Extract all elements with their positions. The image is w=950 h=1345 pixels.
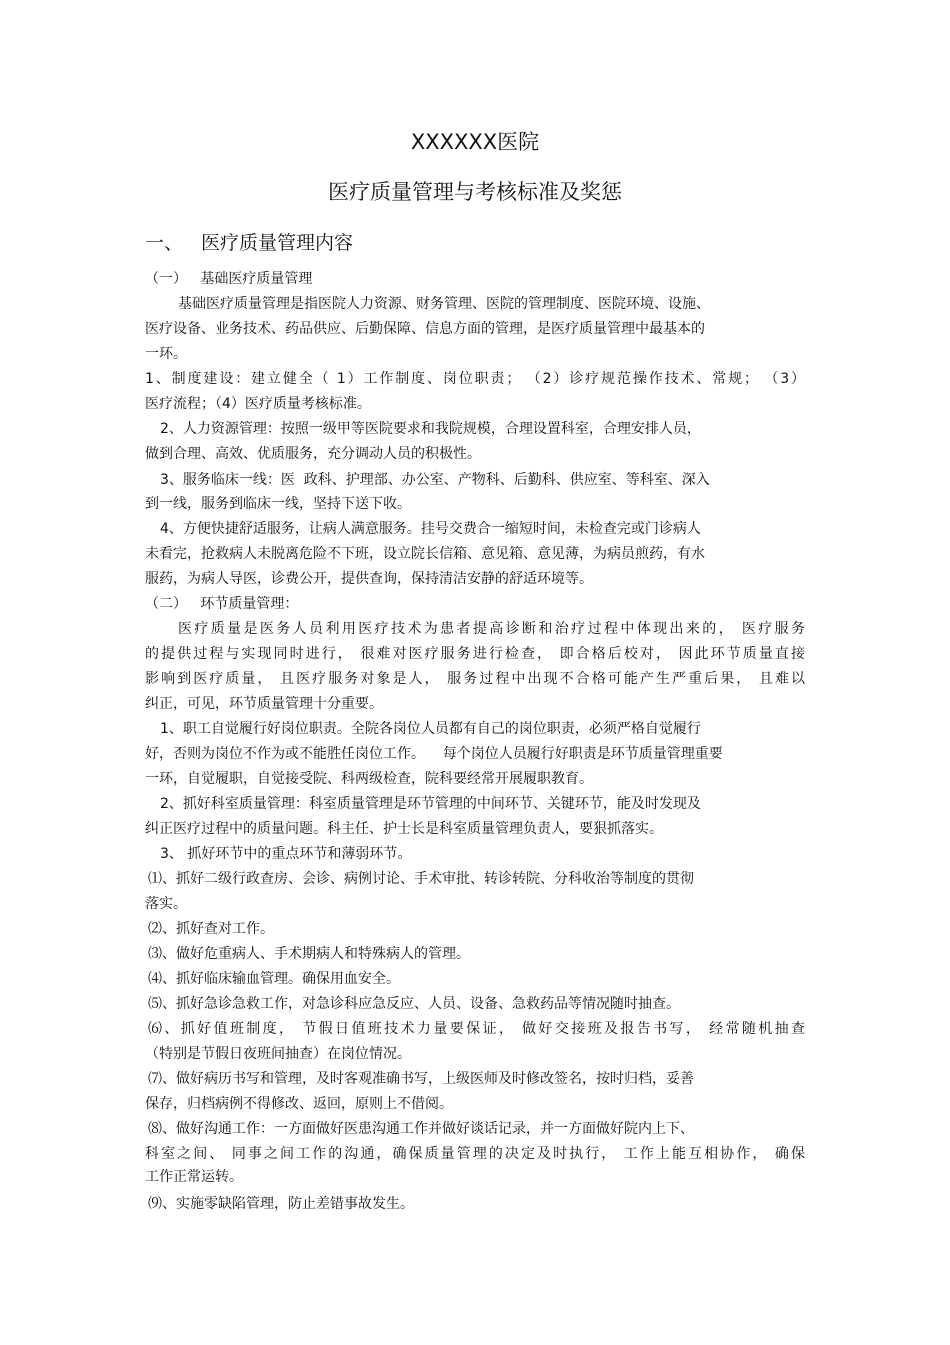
paragraph-line: 到一线，服务到临床一线，坚持下送下收。: [145, 496, 411, 512]
paragraph-line: 3、 抓好环节中的重点环节和薄弱环节。: [160, 846, 412, 862]
paragraph-line: 医疗质量是医务人员利用医疗技术为患者提高诊断和治疗过程中体现出来的， 医疗服务: [178, 621, 805, 637]
paragraph-line: 1、职工自觉履行好岗位职责。全院各岗位人员都有自己的岗位职责，必须严格自觉履行: [160, 721, 701, 737]
paragraph-line: 科室之间、 同事之间工作的沟通，确保质量管理的决定及时执行， 工作上能互相协作， 确保: [145, 1146, 805, 1162]
section-number: 一、: [145, 232, 184, 254]
paragraph-line: 影响到医疗质量， 且医疗服务对象是人， 服务过程中出现不合格可能产生严重后果， 且难以: [145, 671, 805, 687]
subsection-heading: （二） 环节质量管理：: [145, 596, 299, 612]
list-item: ⑺、做好病历书写和管理，及时客观准确书写，上级医师及时修改签名，按时归档，妥善: [148, 1071, 694, 1087]
list-item: ⑸、抓好急诊急救工作，对急诊科应急反应、人员、设备、急救药品等情况随时抽查。: [148, 996, 680, 1012]
paragraph-line: 4、方便快捷舒适服务，让病人满意服务。挂号交费合一缩短时间，未检查完或门诊病人: [160, 521, 701, 537]
paragraph-line: 2、人力资源管理：按照一级甲等医院要求和我院规模，合理设置科室，合理安排人员，: [160, 421, 701, 437]
document-title: 医疗质量管理与考核标准及奖惩: [328, 180, 622, 204]
section-title: 医疗质量管理内容: [201, 232, 354, 254]
paragraph-line: 基础医疗质量管理是指医院人力资源、财务管理、医院的管理制度、医院环境、设施、: [178, 296, 710, 312]
list-item: ⑶、做好危重病人、手术期病人和特殊病人的管理。: [148, 946, 470, 962]
paragraph-line: 纠正，可见，环节质量管理十分重要。: [145, 696, 383, 712]
paragraph-line: 一环。: [145, 346, 187, 362]
list-item: ⑴、抓好二级行政查房、会诊、病例讨论、手术审批、转诊转院、分科收治等制度的贯彻: [148, 871, 694, 887]
paragraph-line: 好，否则为岗位不作为或不能胜任岗位工作。 每个岗位人员履行好职责是环节质量管理重要: [145, 746, 723, 762]
hospital-title: XXXXXX医院: [410, 130, 540, 154]
paragraph-line: 一环，自觉履职，自觉接受院、科两级检查，院科要经常开展履职教育。: [145, 771, 593, 787]
paragraph-line: 落实。: [145, 896, 187, 912]
paragraph-line: 做到合理、高效、优质服务，充分调动人员的积极性。: [145, 446, 481, 462]
paragraph-line: 的提供过程与实现同时进行， 很难对医疗服务进行检查， 即合格后校对， 因此环节质量直接: [145, 646, 805, 662]
paragraph-line: 工作正常运转。: [145, 1169, 243, 1185]
list-item: ⑹、抓好值班制度， 节假日值班技术力量要保证， 做好交接班及报告书写， 经常随机抽查: [148, 1021, 805, 1037]
paragraph-line: 2、抓好科室质量管理：科室质量管理是环节管理的中间环节、关键环节，能及时发现及: [160, 796, 701, 812]
list-item: ⑼、实施零缺陷管理，防止差错事故发生。: [148, 1196, 414, 1212]
paragraph-line: 未看完，抢救病人未脱离危险不下班，设立院长信箱、意见箱、意见薄，为病员煎药，有水: [145, 546, 705, 562]
paragraph-line: 服药，为病人导医，诊费公开，提供查询，保持清洁安静的舒适环境等。: [145, 571, 593, 587]
subsection-heading: （一） 基础医疗质量管理: [145, 271, 313, 287]
paragraph-line: （特别是节假日夜班间抽查）在岗位情况。: [145, 1046, 411, 1062]
list-item: ⑵、抓好查对工作。: [148, 921, 274, 937]
section-heading: [145, 230, 353, 256]
paragraph-line: 1、制度建设：建立健全（ 1）工作制度、岗位职责； （2）诊疗规范操作技术、常规； （3）: [145, 371, 805, 387]
paragraph-line: 纠正医疗过程中的质量问题。科主任、护士长是科室质量管理负责人，要狠抓落实。: [145, 821, 663, 837]
list-item: ⑻、做好沟通工作：一方面做好医患沟通工作并做好谈话记录，并一方面做好院内上下、: [148, 1121, 694, 1137]
list-item: ⑷、抓好临床输血管理。确保用血安全。: [148, 971, 400, 987]
paragraph-line: 3、服务临床一线：医 政科、护理部、办公室、产物科、后勤科、供应室、等科室、深入: [160, 472, 710, 488]
paragraph-line: 医疗流程；（4）医疗质量考核标准。: [145, 396, 371, 412]
paragraph-line: 医疗设备、业务技术、药品供应、后勤保障、信息方面的管理，是医疗质量管理中最基本的: [145, 321, 705, 337]
paragraph-line: 保存，归档病例不得修改、返回，原则上不借阅。: [145, 1096, 453, 1112]
